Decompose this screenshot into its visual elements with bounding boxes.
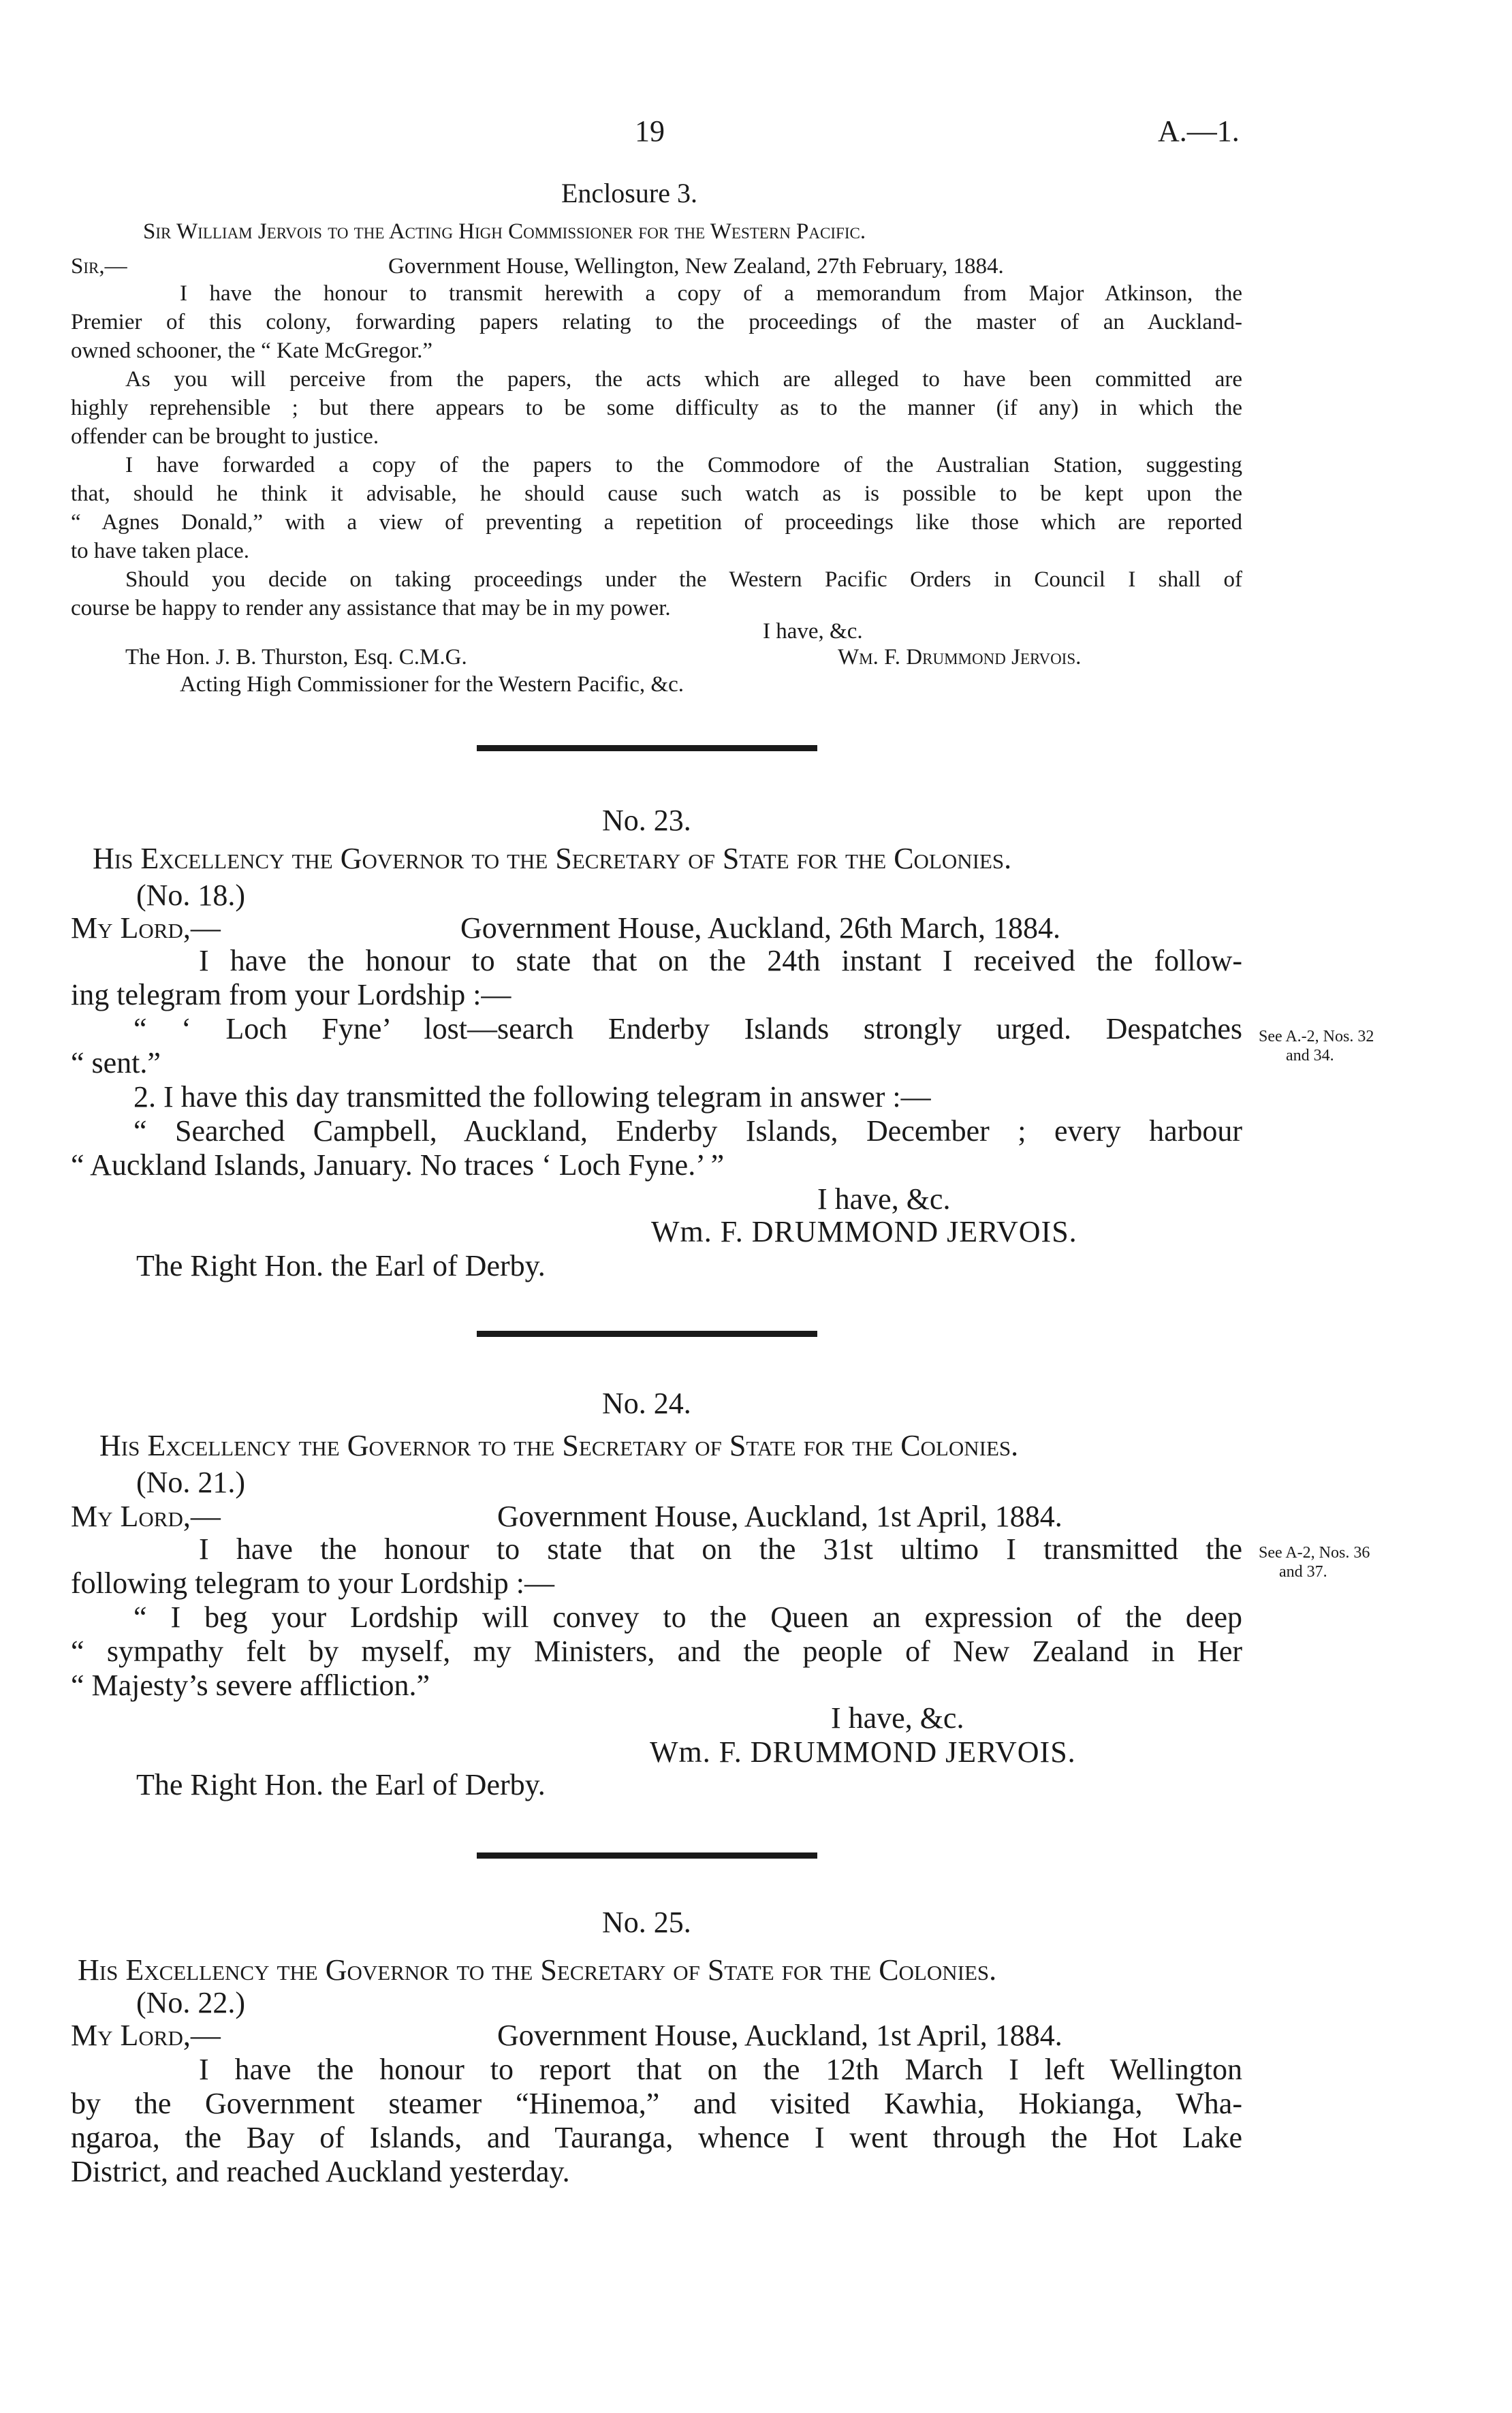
no24-salutation: My Lord,— — [71, 1500, 221, 1533]
no24-heading: His Excellency the Governor to the Secretary of State for the Colonies. — [99, 1429, 1019, 1462]
no23-addressee: The Right Hon. the Earl of Derby. — [136, 1249, 546, 1282]
no23-ref: (No. 18.) — [136, 879, 246, 912]
enclosure-paragraph-3: I have forwarded a copy of the papers to the Commodore of the Australian Station, suggesting that, should he think it advisable, he should cause such watch as is possible to be kept upon the “ Agnes Donald,” with a view of preventing a repetition of proceedings like those which are reported to have taken place. — [71, 453, 1242, 563]
no25-body: I have the honour to report that on the 12th March I left Wellington by the Government steamer “Hinemoa,” and visited Kawhia, Hokianga, Wha- ngaroa, the Bay of Islands, and Tauranga, whence I went through the Hot Lake District, and reached Auckland yesterday. — [71, 2053, 1242, 2188]
enclosure-signature: Wm. F. Drummond Jervois. — [838, 645, 1082, 669]
enclosure-subtitle: Sir William Jervois to the Acting High Commissioner for the Western Pacific. — [143, 219, 866, 244]
enclosure-salutation: Sir,— — [71, 254, 127, 279]
no24-dateline: Government House, Auckland, 1st April, 1884. — [497, 1500, 1062, 1533]
no24-signature: Wm. F. DRUMMOND JERVOIS. — [650, 1735, 1076, 1769]
enclosure-addressee: The Hon. J. B. Thurston, Esq. C.M.G. — [125, 645, 467, 669]
no25-dateline: Government House, Auckland, 1st April, 1884. — [497, 2019, 1062, 2052]
section-divider — [477, 1331, 817, 1337]
no24-margin-note: See A-2, Nos. 36 and 37. — [1259, 1544, 1370, 1581]
no23-margin-note: See A.-2, Nos. 32 and 34. — [1259, 1028, 1374, 1064]
no23-signature: Wm. F. DRUMMOND JERVOIS. — [651, 1215, 1077, 1248]
enclosure-paragraph-1: I have the honour to transmit herewith a copy of a memorandum from Major Atkinson, the Premier of this colony, forwarding papers relating to the proceedings of the master of an Auckland- owned schooner, the “ Kate McGregor.” — [71, 281, 1242, 363]
no24-closing: I have, &c. — [831, 1701, 964, 1735]
no23-closing: I have, &c. — [817, 1182, 951, 1216]
enclosure-paragraph-2: As you will perceive from the papers, the acts which are alleged to have been committed are highly reprehensible ; but there appears to be some difficulty as to the manner (if any) in which the offender can be brought to justice. — [71, 367, 1242, 449]
enclosure-paragraph-4: Should you decide on taking proceedings under the Western Pacific Orders in Council I shall of course be happy to render any assistance that may be in my power. — [71, 567, 1242, 620]
no24-addressee: The Right Hon. the Earl of Derby. — [136, 1768, 546, 1801]
enclosure-closing: I have, &c. — [763, 619, 863, 644]
enclosure-dateline: Government House, Wellington, New Zealand, 27th February, 1884. — [388, 254, 1004, 279]
enclosure-addressee-title: Acting High Commissioner for the Western Pacific, &c. — [180, 672, 684, 697]
no25-heading: His Excellency the Governor to the Secretary of State for the Colonies. — [78, 1953, 997, 1987]
section-divider — [477, 745, 817, 751]
no24-title: No. 24. — [602, 1387, 691, 1420]
no23-title: No. 23. — [602, 804, 691, 837]
no25-salutation: My Lord,— — [71, 2019, 221, 2052]
no23-body: I have the honour to state that on the 24th instant I received the follow- ing telegram from your Lordship :— “ ‘ Loch Fyne’ lost—search Enderby Islands strongly urged. Despatches “ sent.” 2. I have this day transmitted the following telegram in answer :— “ Searched Campbell, Auckland, Enderby Islands, December ; every harbour “ Auckland Islands, January. No traces ‘ Loch Fyne.’ ” — [71, 944, 1242, 1182]
document-reference: A.—1. — [1158, 114, 1240, 148]
no25-ref: (No. 22.) — [136, 1986, 246, 2019]
section-divider — [477, 1852, 817, 1859]
no23-dateline: Government House, Auckland, 26th March, 1884. — [460, 911, 1061, 945]
no23-heading: His Excellency the Governor to the Secretary of State for the Colonies. — [93, 842, 1012, 875]
no24-ref: (No. 21.) — [136, 1466, 246, 1499]
enclosure-title: Enclosure 3. — [561, 178, 697, 208]
page-number: 19 — [635, 114, 665, 148]
no24-body: I have the honour to state that on the 31st ultimo I transmitted the following telegram to your Lordship :— “ I beg your Lordship will convey to the Queen an expression of the deep “ sympathy felt by myself, my Ministers, and the people of New Zealand in Her “ Majesty’s severe affliction.” — [71, 1532, 1242, 1702]
no25-title: No. 25. — [602, 1906, 691, 1939]
no23-salutation: My Lord,— — [71, 911, 221, 945]
